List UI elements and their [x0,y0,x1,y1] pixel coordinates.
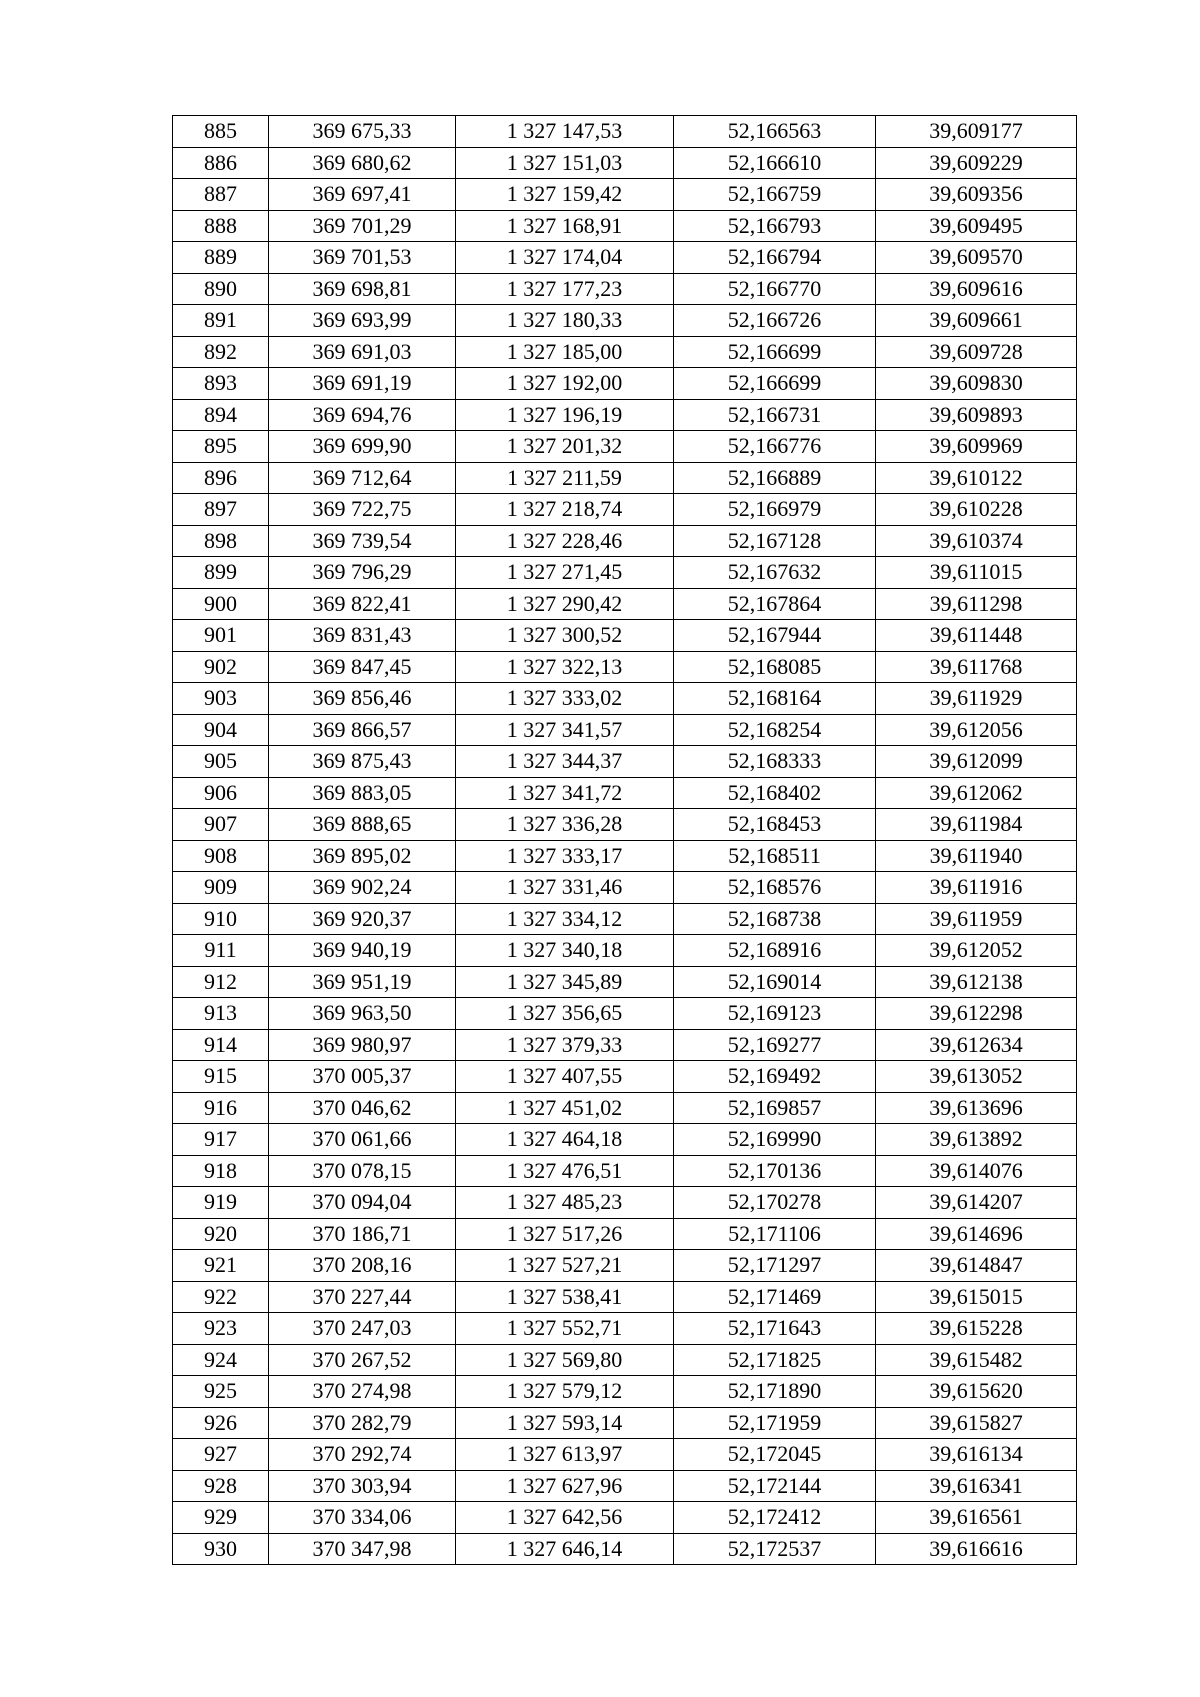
x-coordinate-cell: 370 046,62 [269,1092,456,1124]
latitude-cell: 52,172045 [674,1439,876,1471]
point-number-cell: 909 [173,872,269,904]
table-row [173,1250,1077,1282]
longitude-cell: 39,612138 [876,966,1077,998]
latitude-cell: 52,168738 [674,903,876,935]
latitude-cell: 52,171106 [674,1218,876,1250]
longitude-cell: 39,611298 [876,588,1077,620]
longitude-cell: 39,609661 [876,305,1077,337]
longitude-cell: 39,612056 [876,714,1077,746]
latitude-cell: 52,167128 [674,525,876,557]
point-number-cell: 921 [173,1250,269,1282]
table-row [173,1344,1077,1376]
latitude-cell: 52,171297 [674,1250,876,1282]
x-coordinate-cell: 369 691,19 [269,368,456,400]
point-number-cell: 907 [173,809,269,841]
table-row [173,683,1077,715]
longitude-cell: 39,611015 [876,557,1077,589]
x-coordinate-cell: 369 940,19 [269,935,456,967]
x-coordinate-cell: 369 963,50 [269,998,456,1030]
table-row [173,903,1077,935]
latitude-cell: 52,168511 [674,840,876,872]
x-coordinate-cell: 369 701,53 [269,242,456,274]
x-coordinate-cell: 370 247,03 [269,1313,456,1345]
point-number-cell: 904 [173,714,269,746]
point-number-cell: 908 [173,840,269,872]
coordinates-table-body [173,116,1077,1565]
latitude-cell: 52,168333 [674,746,876,778]
latitude-cell: 52,166563 [674,116,876,148]
longitude-cell: 39,613892 [876,1124,1077,1156]
y-coordinate-cell: 1 327 485,23 [456,1187,674,1219]
x-coordinate-cell: 369 856,46 [269,683,456,715]
latitude-cell: 52,171469 [674,1281,876,1313]
table-row [173,242,1077,274]
longitude-cell: 39,609616 [876,273,1077,305]
y-coordinate-cell: 1 327 476,51 [456,1155,674,1187]
longitude-cell: 39,610374 [876,525,1077,557]
y-coordinate-cell: 1 327 228,46 [456,525,674,557]
x-coordinate-cell: 370 267,52 [269,1344,456,1376]
table-row [173,525,1077,557]
point-number-cell: 898 [173,525,269,557]
y-coordinate-cell: 1 327 407,55 [456,1061,674,1093]
x-coordinate-cell: 370 186,71 [269,1218,456,1250]
y-coordinate-cell: 1 327 646,14 [456,1533,674,1565]
latitude-cell: 52,172537 [674,1533,876,1565]
x-coordinate-cell: 369 693,99 [269,305,456,337]
latitude-cell: 52,172412 [674,1502,876,1534]
table-row [173,935,1077,967]
table-row [173,399,1077,431]
point-number-cell: 896 [173,462,269,494]
table-row [173,1124,1077,1156]
table-row [173,746,1077,778]
latitude-cell: 52,168402 [674,777,876,809]
longitude-cell: 39,609356 [876,179,1077,211]
table-row [173,777,1077,809]
table-row [173,1155,1077,1187]
table-row [173,1439,1077,1471]
x-coordinate-cell: 370 005,37 [269,1061,456,1093]
point-number-cell: 886 [173,147,269,179]
point-number-cell: 922 [173,1281,269,1313]
table-row [173,1313,1077,1345]
x-coordinate-cell: 369 895,02 [269,840,456,872]
x-coordinate-cell: 369 712,64 [269,462,456,494]
table-row [173,1281,1077,1313]
x-coordinate-cell: 369 920,37 [269,903,456,935]
y-coordinate-cell: 1 327 333,02 [456,683,674,715]
point-number-cell: 885 [173,116,269,148]
table-row [173,1376,1077,1408]
longitude-cell: 39,615015 [876,1281,1077,1313]
longitude-cell: 39,611984 [876,809,1077,841]
longitude-cell: 39,612298 [876,998,1077,1030]
table-row [173,179,1077,211]
point-number-cell: 920 [173,1218,269,1250]
longitude-cell: 39,615482 [876,1344,1077,1376]
table-row [173,273,1077,305]
y-coordinate-cell: 1 327 569,80 [456,1344,674,1376]
longitude-cell: 39,609728 [876,336,1077,368]
point-number-cell: 894 [173,399,269,431]
y-coordinate-cell: 1 327 517,26 [456,1218,674,1250]
latitude-cell: 52,166776 [674,431,876,463]
point-number-cell: 914 [173,1029,269,1061]
point-number-cell: 905 [173,746,269,778]
y-coordinate-cell: 1 327 340,18 [456,935,674,967]
y-coordinate-cell: 1 327 322,13 [456,651,674,683]
point-number-cell: 925 [173,1376,269,1408]
x-coordinate-cell: 369 888,65 [269,809,456,841]
coordinates-table [172,115,1077,1565]
latitude-cell: 52,171825 [674,1344,876,1376]
latitude-cell: 52,167944 [674,620,876,652]
x-coordinate-cell: 370 292,74 [269,1439,456,1471]
x-coordinate-cell: 369 883,05 [269,777,456,809]
latitude-cell: 52,168164 [674,683,876,715]
table-row [173,1092,1077,1124]
latitude-cell: 52,166793 [674,210,876,242]
latitude-cell: 52,169123 [674,998,876,1030]
latitude-cell: 52,170278 [674,1187,876,1219]
latitude-cell: 52,166731 [674,399,876,431]
point-number-cell: 899 [173,557,269,589]
point-number-cell: 915 [173,1061,269,1093]
y-coordinate-cell: 1 327 336,28 [456,809,674,841]
x-coordinate-cell: 369 694,76 [269,399,456,431]
point-number-cell: 930 [173,1533,269,1565]
x-coordinate-cell: 370 094,04 [269,1187,456,1219]
point-number-cell: 917 [173,1124,269,1156]
y-coordinate-cell: 1 327 192,00 [456,368,674,400]
y-coordinate-cell: 1 327 451,02 [456,1092,674,1124]
y-coordinate-cell: 1 327 151,03 [456,147,674,179]
table-row [173,147,1077,179]
x-coordinate-cell: 370 078,15 [269,1155,456,1187]
x-coordinate-cell: 369 875,43 [269,746,456,778]
x-coordinate-cell: 370 282,79 [269,1407,456,1439]
table-row [173,840,1077,872]
longitude-cell: 39,614207 [876,1187,1077,1219]
y-coordinate-cell: 1 327 344,37 [456,746,674,778]
longitude-cell: 39,611768 [876,651,1077,683]
latitude-cell: 52,168453 [674,809,876,841]
point-number-cell: 923 [173,1313,269,1345]
x-coordinate-cell: 369 951,19 [269,966,456,998]
latitude-cell: 52,168085 [674,651,876,683]
y-coordinate-cell: 1 327 593,14 [456,1407,674,1439]
longitude-cell: 39,609830 [876,368,1077,400]
y-coordinate-cell: 1 327 527,21 [456,1250,674,1282]
longitude-cell: 39,609893 [876,399,1077,431]
latitude-cell: 52,171959 [674,1407,876,1439]
point-number-cell: 929 [173,1502,269,1534]
y-coordinate-cell: 1 327 464,18 [456,1124,674,1156]
table-row [173,336,1077,368]
table-row [173,210,1077,242]
point-number-cell: 892 [173,336,269,368]
table-row [173,494,1077,526]
y-coordinate-cell: 1 327 168,91 [456,210,674,242]
point-number-cell: 911 [173,935,269,967]
table-row [173,557,1077,589]
y-coordinate-cell: 1 327 552,71 [456,1313,674,1345]
x-coordinate-cell: 370 347,98 [269,1533,456,1565]
longitude-cell: 39,612099 [876,746,1077,778]
x-coordinate-cell: 370 274,98 [269,1376,456,1408]
point-number-cell: 924 [173,1344,269,1376]
longitude-cell: 39,611959 [876,903,1077,935]
longitude-cell: 39,616616 [876,1533,1077,1565]
latitude-cell: 52,169277 [674,1029,876,1061]
table-row [173,1470,1077,1502]
y-coordinate-cell: 1 327 341,72 [456,777,674,809]
table-row [173,305,1077,337]
latitude-cell: 52,168916 [674,935,876,967]
x-coordinate-cell: 370 303,94 [269,1470,456,1502]
y-coordinate-cell: 1 327 180,33 [456,305,674,337]
point-number-cell: 913 [173,998,269,1030]
y-coordinate-cell: 1 327 218,74 [456,494,674,526]
table-row [173,809,1077,841]
longitude-cell: 39,612052 [876,935,1077,967]
longitude-cell: 39,613052 [876,1061,1077,1093]
point-number-cell: 910 [173,903,269,935]
latitude-cell: 52,166699 [674,368,876,400]
y-coordinate-cell: 1 327 642,56 [456,1502,674,1534]
table-row [173,872,1077,904]
x-coordinate-cell: 369 680,62 [269,147,456,179]
y-coordinate-cell: 1 327 177,23 [456,273,674,305]
latitude-cell: 52,166889 [674,462,876,494]
latitude-cell: 52,166770 [674,273,876,305]
longitude-cell: 39,611448 [876,620,1077,652]
x-coordinate-cell: 369 902,24 [269,872,456,904]
y-coordinate-cell: 1 327 300,52 [456,620,674,652]
longitude-cell: 39,614076 [876,1155,1077,1187]
longitude-cell: 39,615228 [876,1313,1077,1345]
longitude-cell: 39,609495 [876,210,1077,242]
latitude-cell: 52,166759 [674,179,876,211]
longitude-cell: 39,609969 [876,431,1077,463]
x-coordinate-cell: 369 796,29 [269,557,456,589]
x-coordinate-cell: 369 866,57 [269,714,456,746]
table-row [173,1407,1077,1439]
longitude-cell: 39,612634 [876,1029,1077,1061]
point-number-cell: 928 [173,1470,269,1502]
table-row [173,651,1077,683]
point-number-cell: 897 [173,494,269,526]
y-coordinate-cell: 1 327 147,53 [456,116,674,148]
longitude-cell: 39,615827 [876,1407,1077,1439]
y-coordinate-cell: 1 327 201,32 [456,431,674,463]
x-coordinate-cell: 369 699,90 [269,431,456,463]
y-coordinate-cell: 1 327 613,97 [456,1439,674,1471]
longitude-cell: 39,609570 [876,242,1077,274]
y-coordinate-cell: 1 327 334,12 [456,903,674,935]
point-number-cell: 903 [173,683,269,715]
longitude-cell: 39,615620 [876,1376,1077,1408]
y-coordinate-cell: 1 327 185,00 [456,336,674,368]
table-row [173,1029,1077,1061]
y-coordinate-cell: 1 327 341,57 [456,714,674,746]
x-coordinate-cell: 369 831,43 [269,620,456,652]
latitude-cell: 52,172144 [674,1470,876,1502]
y-coordinate-cell: 1 327 627,96 [456,1470,674,1502]
x-coordinate-cell: 370 061,66 [269,1124,456,1156]
x-coordinate-cell: 370 227,44 [269,1281,456,1313]
point-number-cell: 901 [173,620,269,652]
y-coordinate-cell: 1 327 290,42 [456,588,674,620]
table-row [173,1187,1077,1219]
x-coordinate-cell: 369 675,33 [269,116,456,148]
point-number-cell: 893 [173,368,269,400]
point-number-cell: 895 [173,431,269,463]
latitude-cell: 52,169492 [674,1061,876,1093]
y-coordinate-cell: 1 327 333,17 [456,840,674,872]
point-number-cell: 926 [173,1407,269,1439]
latitude-cell: 52,166699 [674,336,876,368]
point-number-cell: 902 [173,651,269,683]
y-coordinate-cell: 1 327 159,42 [456,179,674,211]
latitude-cell: 52,167632 [674,557,876,589]
latitude-cell: 52,166794 [674,242,876,274]
table-row [173,368,1077,400]
latitude-cell: 52,166610 [674,147,876,179]
latitude-cell: 52,168576 [674,872,876,904]
longitude-cell: 39,614696 [876,1218,1077,1250]
point-number-cell: 916 [173,1092,269,1124]
latitude-cell: 52,169014 [674,966,876,998]
longitude-cell: 39,612062 [876,777,1077,809]
latitude-cell: 52,166726 [674,305,876,337]
longitude-cell: 39,611916 [876,872,1077,904]
y-coordinate-cell: 1 327 356,65 [456,998,674,1030]
x-coordinate-cell: 369 698,81 [269,273,456,305]
longitude-cell: 39,611929 [876,683,1077,715]
longitude-cell: 39,610228 [876,494,1077,526]
x-coordinate-cell: 369 691,03 [269,336,456,368]
longitude-cell: 39,611940 [876,840,1077,872]
x-coordinate-cell: 369 697,41 [269,179,456,211]
table-row [173,966,1077,998]
y-coordinate-cell: 1 327 579,12 [456,1376,674,1408]
y-coordinate-cell: 1 327 211,59 [456,462,674,494]
latitude-cell: 52,171890 [674,1376,876,1408]
x-coordinate-cell: 369 980,97 [269,1029,456,1061]
point-number-cell: 890 [173,273,269,305]
x-coordinate-cell: 369 739,54 [269,525,456,557]
point-number-cell: 891 [173,305,269,337]
x-coordinate-cell: 370 334,06 [269,1502,456,1534]
table-row [173,714,1077,746]
longitude-cell: 39,616341 [876,1470,1077,1502]
table-row [173,462,1077,494]
table-row [173,998,1077,1030]
latitude-cell: 52,168254 [674,714,876,746]
table-row [173,116,1077,148]
y-coordinate-cell: 1 327 331,46 [456,872,674,904]
latitude-cell: 52,167864 [674,588,876,620]
latitude-cell: 52,170136 [674,1155,876,1187]
x-coordinate-cell: 369 847,45 [269,651,456,683]
longitude-cell: 39,609229 [876,147,1077,179]
point-number-cell: 888 [173,210,269,242]
longitude-cell: 39,616561 [876,1502,1077,1534]
x-coordinate-cell: 369 722,75 [269,494,456,526]
table-row [173,1502,1077,1534]
latitude-cell: 52,171643 [674,1313,876,1345]
longitude-cell: 39,616134 [876,1439,1077,1471]
y-coordinate-cell: 1 327 174,04 [456,242,674,274]
y-coordinate-cell: 1 327 538,41 [456,1281,674,1313]
x-coordinate-cell: 369 822,41 [269,588,456,620]
y-coordinate-cell: 1 327 379,33 [456,1029,674,1061]
point-number-cell: 889 [173,242,269,274]
x-coordinate-cell: 370 208,16 [269,1250,456,1282]
table-row [173,588,1077,620]
point-number-cell: 887 [173,179,269,211]
y-coordinate-cell: 1 327 345,89 [456,966,674,998]
latitude-cell: 52,169990 [674,1124,876,1156]
y-coordinate-cell: 1 327 196,19 [456,399,674,431]
latitude-cell: 52,166979 [674,494,876,526]
table-row [173,1533,1077,1565]
latitude-cell: 52,169857 [674,1092,876,1124]
longitude-cell: 39,614847 [876,1250,1077,1282]
longitude-cell: 39,609177 [876,116,1077,148]
table-row [173,431,1077,463]
table-row [173,1061,1077,1093]
y-coordinate-cell: 1 327 271,45 [456,557,674,589]
table-row [173,1218,1077,1250]
point-number-cell: 919 [173,1187,269,1219]
table-row [173,620,1077,652]
longitude-cell: 39,610122 [876,462,1077,494]
point-number-cell: 906 [173,777,269,809]
x-coordinate-cell: 369 701,29 [269,210,456,242]
longitude-cell: 39,613696 [876,1092,1077,1124]
point-number-cell: 912 [173,966,269,998]
point-number-cell: 927 [173,1439,269,1471]
point-number-cell: 900 [173,588,269,620]
point-number-cell: 918 [173,1155,269,1187]
